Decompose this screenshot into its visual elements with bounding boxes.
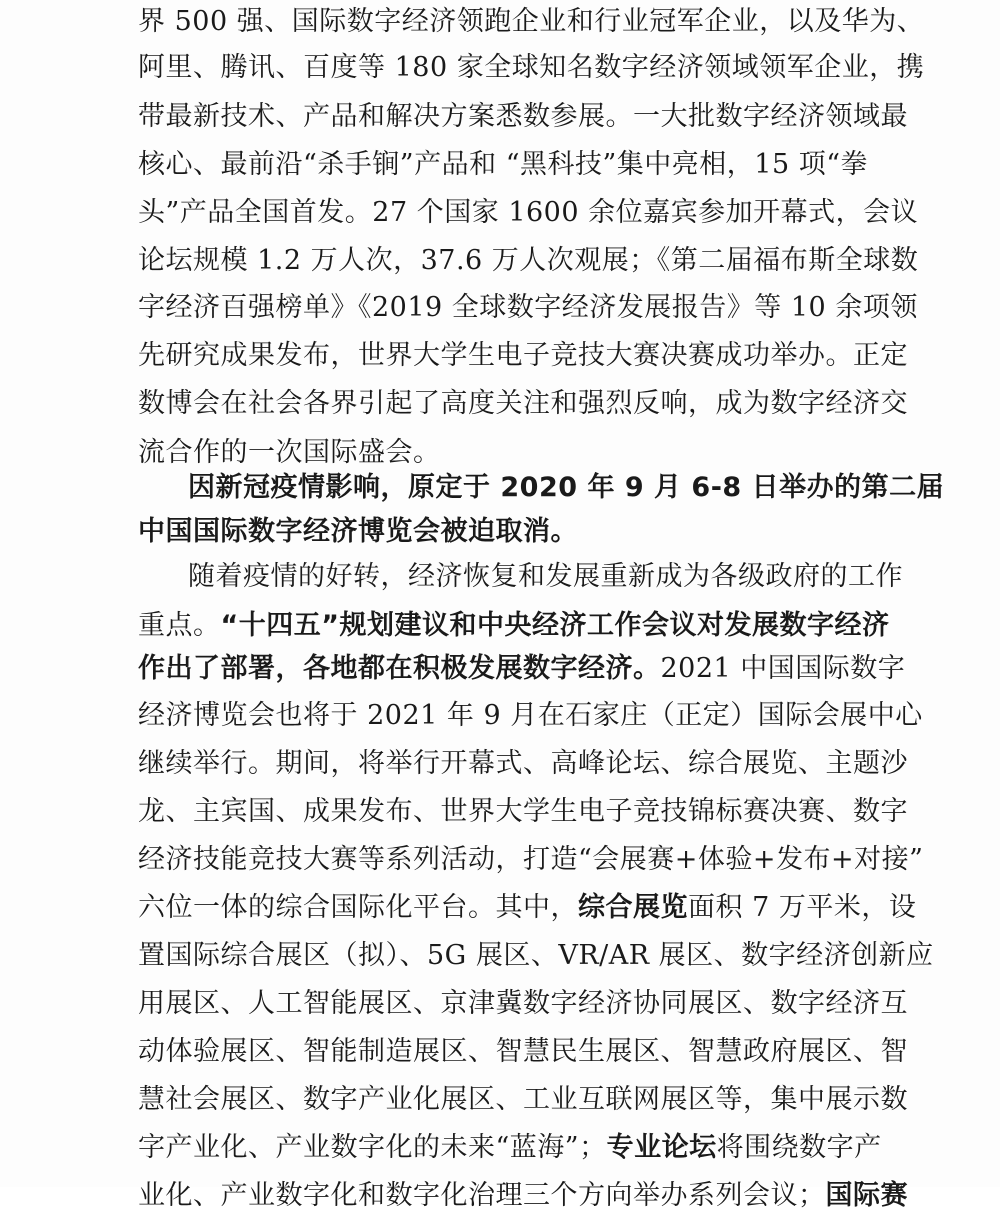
text-run: 2021 中国国际数字 xyxy=(660,653,906,684)
text-line xyxy=(0,553,1000,601)
bold-text-run: 因新冠疫情影响，原定于 2020 年 9 月 6-8 日举办的第二届 xyxy=(188,472,945,503)
text-run: 字产业化、产业数字化的未来“蓝海”； xyxy=(138,1132,607,1163)
bold-text-run: “十四五”规划建议和中央经济工作会议对发展数字经济 xyxy=(220,610,890,641)
text-run: 将围绕数字产 xyxy=(716,1132,882,1163)
text-line xyxy=(0,508,1000,556)
text-line xyxy=(0,1172,1000,1220)
text-run: 置国际综合展区（拟）、5G 展区、VR/AR 展区、数字经济创新应 xyxy=(138,940,934,971)
text-line xyxy=(0,141,1000,189)
text-line xyxy=(0,740,1000,788)
bold-text-run: 国际赛 xyxy=(825,1180,908,1211)
text-run: 六位一体的综合国际化平台。其中， xyxy=(138,892,578,923)
text-line xyxy=(0,189,1000,237)
text-run: 先研究成果发布，世界大学生电子竞技大赛决赛成功举办。正定 xyxy=(138,340,908,371)
text-line xyxy=(0,836,1000,884)
text-run: 界 500 强、国际数字经济领跑企业和行业冠军企业，以及华为、 xyxy=(138,6,925,37)
text-run: 慧社会展区、数字产业化展区、工业互联网展区等，集中展示数 xyxy=(138,1084,908,1115)
text-run: 流合作的一次国际盛会。 xyxy=(138,437,441,468)
text-line xyxy=(0,932,1000,980)
bold-text-run: 综合展览 xyxy=(578,892,688,923)
text-line xyxy=(0,284,1000,332)
text-run: 继续举行。期间，将举行开幕式、高峰论坛、综合展览、主题沙 xyxy=(138,748,908,779)
text-run: 字经济百强榜单》《2019 全球数字经济发展报告》等 10 余项领 xyxy=(138,292,918,323)
text-line xyxy=(0,93,1000,141)
text-line xyxy=(0,1028,1000,1076)
text-run: 用展区、人工智能展区、京津冀数字经济协同展区、数字经济互 xyxy=(138,988,908,1019)
text-line xyxy=(0,237,1000,285)
text-line xyxy=(0,380,1000,428)
text-run: 随着疫情的好转，经济恢复和发展重新成为各级政府的工作 xyxy=(188,561,903,592)
text-line xyxy=(0,645,1000,693)
text-run: 核心、最前沿“杀手锏”产品和 “黑科技”集中亮相，15 项“拳 xyxy=(138,149,869,180)
text-run: 头”产品全国首发。27 个国家 1600 余位嘉宾参加开幕式，会议 xyxy=(138,197,919,228)
bold-text-run: 中国国际数字经济博览会被迫取消。 xyxy=(138,516,578,547)
text-run: 论坛规模 1.2 万人次，37.6 万人次观展；《第二届福布斯全球数 xyxy=(138,245,919,276)
text-line xyxy=(0,1076,1000,1124)
text-line xyxy=(0,1124,1000,1172)
text-line xyxy=(0,884,1000,932)
text-run: 龙、主宾国、成果发布、世界大学生电子竞技锦标赛决赛、数字 xyxy=(138,796,908,827)
text-run: 动体验展区、智能制造展区、智慧民生展区、智慧政府展区、智 xyxy=(138,1036,908,1067)
text-line xyxy=(0,332,1000,380)
text-line xyxy=(0,788,1000,836)
text-run: 面积 7 万平米，设 xyxy=(688,892,917,923)
text-line xyxy=(0,692,1000,740)
text-line xyxy=(0,464,1000,512)
text-run: 数博会在社会各界引起了高度关注和强烈反响，成为数字经济交 xyxy=(138,388,908,419)
text-run: 带最新技术、产品和解决方案悉数参展。一大批数字经济领域最 xyxy=(138,101,908,132)
text-line xyxy=(0,980,1000,1028)
text-line xyxy=(0,0,1000,46)
text-run: 重点。 xyxy=(138,610,221,641)
text-line xyxy=(0,602,1000,650)
text-run: 经济博览会也将于 2021 年 9 月在石家庄（正定）国际会展中心 xyxy=(138,700,923,731)
text-run: 阿里、腾讯、百度等 180 家全球知名数字经济领域领军企业，携 xyxy=(138,52,925,83)
bold-text-run: 专业论坛 xyxy=(606,1132,717,1163)
bold-text-run: 作出了部署，各地都在积极发展数字经济。 xyxy=(138,653,661,684)
text-line xyxy=(0,44,1000,92)
text-run: 业化、产业数字化和数字化治理三个方向举办系列会议； xyxy=(138,1180,826,1211)
text-run: 经济技能竞技大赛等系列活动，打造“会展赛+体验+发布+对接” xyxy=(138,844,924,875)
